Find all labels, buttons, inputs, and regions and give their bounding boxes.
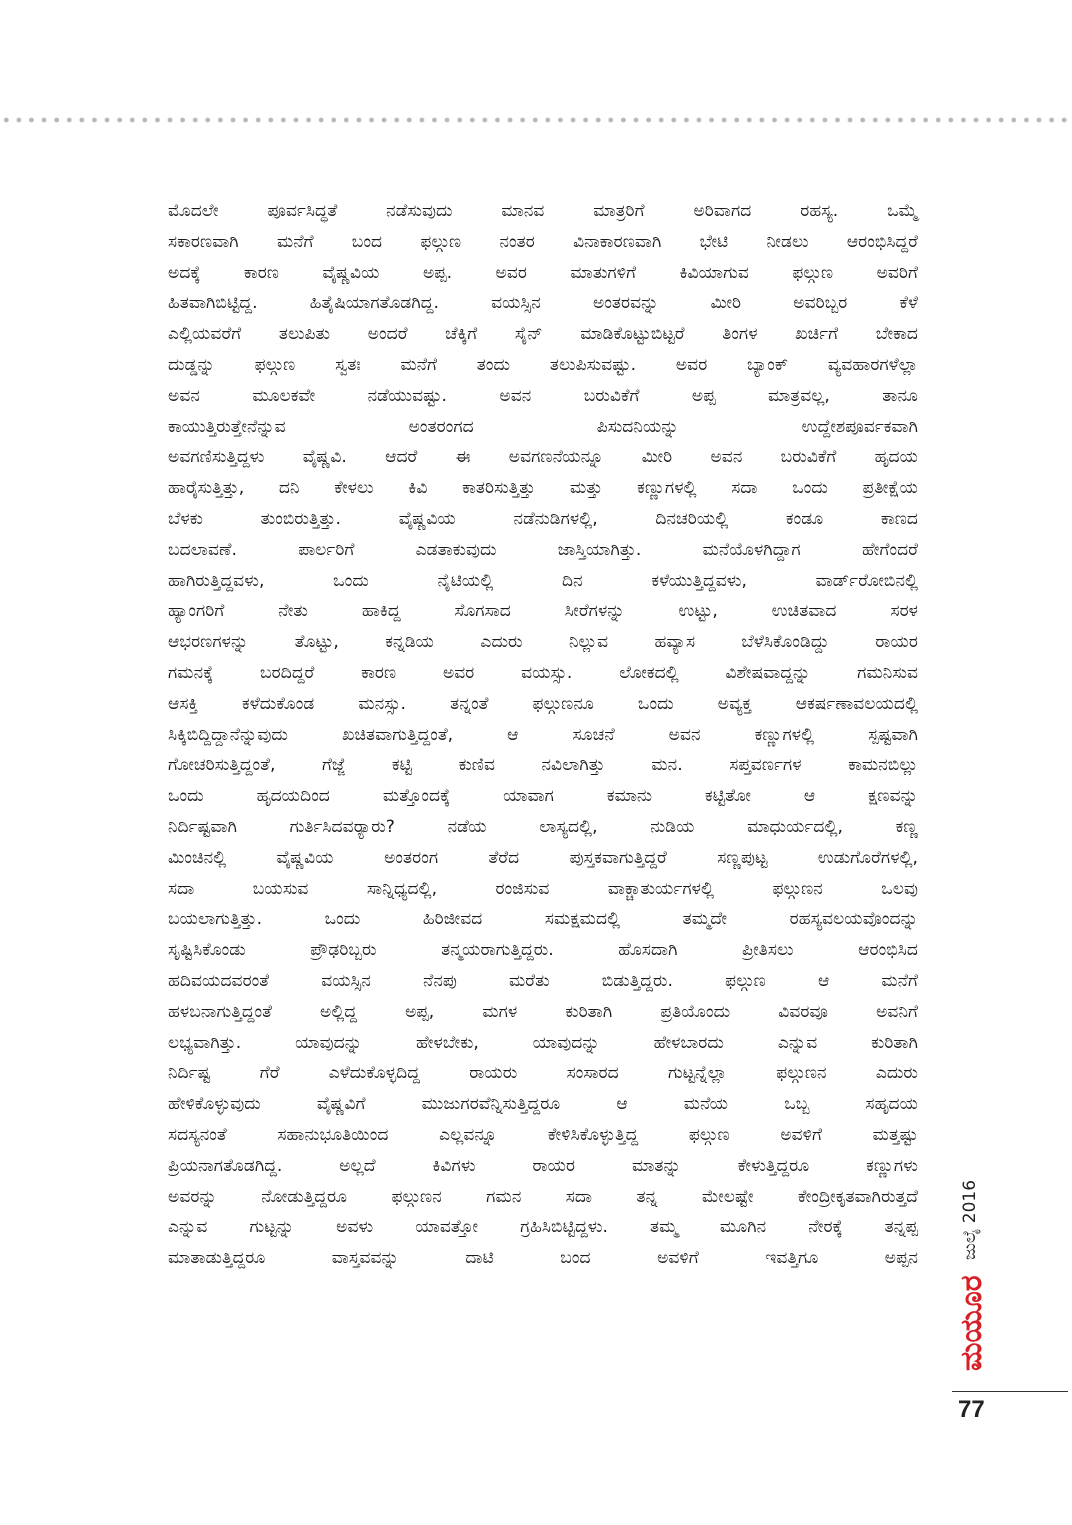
text-line: ಮಿಂಚಿನಲ್ಲಿ ವೈಷ್ಣವಿಯ ಅಂತರಂಗ ತೆರೆದ ಪುಸ್ತಕವಾಗುತ್ತಿದ್ದರೆ ಸಣ್ಣಪುಟ್ಟ ಉಡುಗೊರೆಗಳಲ್ಲಿ, [168, 847, 918, 868]
text-line: ಪ್ರಿಯನಾಗತೊಡಗಿದ್ದ. ಅಲ್ಲದೆ ಕಿವಿಗಳು ರಾಯರ ಮಾತನ್ನು ಕೇಳುತ್ತಿದ್ದರೂ ಕಣ್ಣುಗಳು [168, 1155, 918, 1176]
article-body [168, 196, 918, 1274]
text-line: ಅವನ ಮೂಲಕವೇ ನಡೆಯುವಷ್ಟು. ಅವನ ಬರುವಿಕೆಗೆ ಅಪ್ಪ ಮಾತ್ರವಲ್ಲ, ತಾನೂ [168, 385, 918, 406]
text-line: ಹದಿವಯದವರಂತೆ ವಯಸ್ಸಿನ ನೆನಪು ಮರೆತು ಬಿಡುತ್ತಿದ್ದರು. ಫಲ್ಗುಣ ಆ ಮನೆಗೆ [168, 970, 918, 991]
page-number: 77 [958, 1396, 985, 1423]
text-line: ಬಯಲಾಗುತ್ತಿತ್ತು. ಒಂದು ಹಿರಿಜೀವದ ಸಮಕ್ಷಮದಲ್ಲಿ ತಮ್ಮದೇ ರಹಸ್ಯವಲಯವೊಂದನ್ನು [168, 909, 918, 930]
text-line: ಲಭ್ಯವಾಗಿತ್ತು. ಯಾವುದನ್ನು ಹೇಳಬೇಕು, ಯಾವುದನ್ನು ಹೇಳಬಾರದು ಎನ್ನುವ ಕುರಿತಾಗಿ [168, 1032, 918, 1053]
text-line: ಹಾರೈಸುತ್ತಿತ್ತು, ದನಿ ಕೇಳಲು ಕಿವಿ ಕಾತರಿಸುತ್ತಿತ್ತು ಮತ್ತು ಕಣ್ಣುಗಳಲ್ಲಿ ಸದಾ ಒಂದು ಪ್ರತೀಕ್ಷೆಯ [168, 478, 918, 499]
text-line: ಕಾಯುತ್ತಿರುತ್ತೇನೆನ್ನುವ ಅಂತರಂಗದ ಪಿಸುದನಿಯನ್ನು ಉದ್ದೇಶಪೂರ್ವಕವಾಗಿ [168, 416, 918, 437]
text-line: ಅದಕ್ಕೆ ಕಾರಣ ವೈಷ್ಣವಿಯ ಅಪ್ಪ. ಅವರ ಮಾತುಗಳಿಗೆ ಕಿವಿಯಾಗುವ ಫಲ್ಗುಣ ಅವರಿಗೆ [168, 262, 918, 283]
text-line: ಗಮನಕ್ಕೆ ಬರದಿದ್ದರೆ ಕಾರಣ ಅವರ ವಯಸ್ಸು. ಲೋಕದಲ್ಲಿ ವಿಶೇಷವಾದ್ದನ್ನು ಗಮನಿಸುವ [168, 662, 918, 683]
text-line: ಮಾತಾಡುತ್ತಿದ್ದರೂ ವಾಸ್ತವವನ್ನು ದಾಟಿ ಬಂದ ಅವಳಿಗೆ ಇವತ್ತಿಗೂ ಅಪ್ಪನ [168, 1248, 918, 1269]
text-line: ಹಾಗಿರುತ್ತಿದ್ದವಳು, ಒಂದು ನೈಟಿಯಲ್ಲಿ ದಿನ ಕಳೆಯುತ್ತಿದ್ದವಳು, ವಾರ್ಡ್‌ರೋಬಿನಲ್ಲಿ [168, 570, 918, 591]
text-line: ಸೃಷ್ಟಿಸಿಕೊಂಡು ಪ್ರೌಢರಿಬ್ಬರು ತನ್ಮಯರಾಗುತ್ತಿದ್ದರು. ಹೊಸದಾಗಿ ಪ್ರೀತಿಸಲು ಆರಂಭಿಸಿದ [168, 940, 918, 961]
text-line: ಹ್ಯಾಂಗರಿಗೆ ನೇತು ಹಾಕಿದ್ದ ಸೊಗಸಾದ ಸೀರೆಗಳನ್ನು ಉಟ್ಟು, ಉಚಿತವಾದ ಸರಳ [168, 601, 918, 622]
text-line: ಬದಲಾವಣೆ. ಪಾರ್ಲರಿಗೆ ಎಡತಾಕುವುದು ಜಾಸ್ತಿಯಾಗಿತ್ತು. ಮನೆಯೊಳಗಿದ್ದಾಗ ಹೇಗೆಂದರೆ [168, 539, 918, 560]
text-line: ನಿರ್ದಿಷ್ಟವಾಗಿ ಗುರ್ತಿಸಿದವರ್‍ಯಾರು? ನಡೆಯ ಲಾಸ್ಯದಲ್ಲಿ, ನುಡಿಯ ಮಾಧುರ್ಯದಲ್ಲಿ, ಕಣ್ಣ [168, 816, 918, 837]
text-line: ಅವಗಣಿಸುತ್ತಿದ್ದಳು ವೈಷ್ಣವಿ. ಆದರೆ ಈ ಅವಗಣನೆಯನ್ನೂ ಮೀರಿ ಅವನ ಬರುವಿಕೆಗೆ ಹೃದಯ [168, 447, 918, 468]
text-line: ಆಸಕ್ತಿ ಕಳೆದುಕೊಂಡ ಮನಸ್ಸು. ತನ್ನಂತೆ ಫಲ್ಗುಣನೂ ಒಂದು ಅವ್ಯಕ್ತ ಆಕರ್ಷಣಾವಲಯದಲ್ಲಿ [168, 693, 918, 714]
magazine-logo: ಮಯೂರ [954, 1275, 989, 1371]
footer-rule [952, 1391, 1068, 1392]
text-line: ಎಲ್ಲಿಯವರೆಗೆ ತಲುಪಿತು ಅಂದರೆ ಚೆಕ್ಕಿಗೆ ಸೈನ್ ಮಾಡಿಕೊಟ್ಟುಬಿಟ್ಟರೆ ತಿಂಗಳ ಖರ್ಚಿಗೆ ಬೇಕಾದ [168, 324, 918, 345]
text-line: ಮೊದಲೇ ಪೂರ್ವಸಿದ್ಧತೆ ನಡೆಸುವುದು ಮಾನವ ಮಾತ್ರರಿಗೆ ಅರಿವಾಗದ ರಹಸ್ಯ. ಒಮ್ಮೆ [168, 201, 918, 221]
dotted-separator [0, 116, 1072, 124]
text-line: ಬೆಳಕು ತುಂಬಿರುತ್ತಿತ್ತು. ವೈಷ್ಣವಿಯ ನಡೆನುಡಿಗಳಲ್ಲಿ, ದಿನಚರಿಯಲ್ಲಿ ಕಂಡೂ ಕಾಣದ [168, 508, 918, 529]
text-line: ಸಿಕ್ಕಿಬಿದ್ದಿದ್ದಾನೆನ್ನುವುದು ಖಚಿತವಾಗುತ್ತಿದ್ದಂತೆ, ಆ ಸೂಚನೆ ಅವನ ಕಣ್ಣುಗಳಲ್ಲಿ ಸ್ಪಷ್ಟವಾಗಿ [168, 724, 918, 745]
text-line: ಆಭರಣಗಳನ್ನು ತೊಟ್ಟು, ಕನ್ನಡಿಯ ಎದುರು ನಿಲ್ಲುವ ಹವ್ಯಾಸ ಬೆಳೆಸಿಕೊಂಡಿದ್ದು ರಾಯರ [168, 632, 918, 653]
text-line: ಹಿತವಾಗಿಬಿಟ್ಟಿದ್ದ. ಹಿತೈಷಿಯಾಗತೊಡಗಿದ್ದ. ವಯಸ್ಸಿನ ಅಂತರವನ್ನು ಮೀರಿ ಅವರಿಬ್ಬರ ಕೆಳೆ [168, 293, 918, 314]
text-line: ನಿರ್ದಿಷ್ಟ ಗೆರೆ ಎಳೆದುಕೊಳ್ಳದಿದ್ದ ರಾಯರು ಸಂಸಾರದ ಗುಟ್ಟನ್ನೆಲ್ಲಾ ಫಲ್ಗುಣನ ಎದುರು [168, 1063, 918, 1084]
text-line: ಅವರನ್ನು ನೋಡುತ್ತಿದ್ದರೂ ಫಲ್ಗುಣನ ಗಮನ ಸದಾ ತನ್ನ ಮೇಲಷ್ಟೇ ಕೇಂದ್ರೀಕೃತವಾಗಿರುತ್ತದೆ [168, 1186, 918, 1207]
text-line: ಹೇಳಿಕೊಳ್ಳುವುದು ವೈಷ್ಣವಿಗೆ ಮುಜುಗರವೆನ್ನಿಸುತ್ತಿದ್ದರೂ ಆ ಮನೆಯ ಒಬ್ಬ ಸಹೃದಯ [168, 1094, 918, 1115]
text-line: ಒಂದು ಹೃದಯದಿಂದ ಮತ್ತೊಂದಕ್ಕೆ ಯಾವಾಗ ಕಮಾನು ಕಟ್ಟಿತೋ ಆ ಕ್ಷಣವನ್ನು [168, 786, 918, 807]
text-line: ಹಳಬನಾಗುತ್ತಿದ್ದಂತೆ ಅಲ್ಲಿದ್ದ ಅಪ್ಪ, ಮಗಳ ಕುರಿತಾಗಿ ಪ್ರತಿಯೊಂದು ವಿವರವೂ ಅವನಿಗೆ [168, 1001, 918, 1022]
issue-date: ಜುಲೈ 2016 [960, 1179, 980, 1260]
text-line: ಎನ್ನುವ ಗುಟ್ಟನ್ನು ಅವಳು ಯಾವತ್ತೋ ಗ್ರಹಿಸಿಬಿಟ್ಟಿದ್ದಳು. ತಮ್ಮ ಮೂಗಿನ ನೇರಕ್ಕೆ ತನ್ನಪ್ಪ [168, 1217, 918, 1238]
text-line: ಸಕಾರಣವಾಗಿ ಮನೆಗೆ ಬಂದ ಫಲ್ಗುಣ ನಂತರ ವಿನಾಕಾರಣವಾಗಿ ಭೇಟಿ ನೀಡಲು ಆರಂಭಿಸಿದ್ದರೆ [168, 231, 918, 252]
text-line: ಗೋಚರಿಸುತ್ತಿದ್ದಂತೆ, ಗೆಜ್ಜೆ ಕಟ್ಟಿ ಕುಣಿವ ನವಿಲಾಗಿತ್ತು ಮನ. ಸಪ್ತವರ್ಣಗಳ ಕಾಮನಬಿಲ್ಲು [168, 755, 918, 776]
text-line: ಸದಸ್ಯನಂತೆ ಸಹಾನುಭೂತಿಯಿಂದ ಎಲ್ಲವನ್ನೂ ಕೇಳಿಸಿಕೊಳ್ಳುತ್ತಿದ್ದ ಫಲ್ಗುಣ ಅವಳಿಗೆ ಮತ್ತಷ್ಟು [168, 1124, 918, 1145]
text-line: ಸದಾ ಬಯಸುವ ಸಾನ್ನಿಧ್ಯದಲ್ಲಿ, ರಂಜಿಸುವ ವಾಕ್ಚಾತುರ್ಯಗಳಲ್ಲಿ ಫಲ್ಗುಣನ ಒಲವು [168, 878, 918, 899]
text-line: ದುಡ್ಡನ್ನು ಫಲ್ಗುಣ ಸ್ವತಃ ಮನೆಗೆ ತಂದು ತಲುಪಿಸುವಷ್ಟು. ಅವರ ಬ್ಯಾಂಕ್ ವ್ಯವಹಾರಗಳೆಲ್ಲಾ [168, 354, 918, 375]
